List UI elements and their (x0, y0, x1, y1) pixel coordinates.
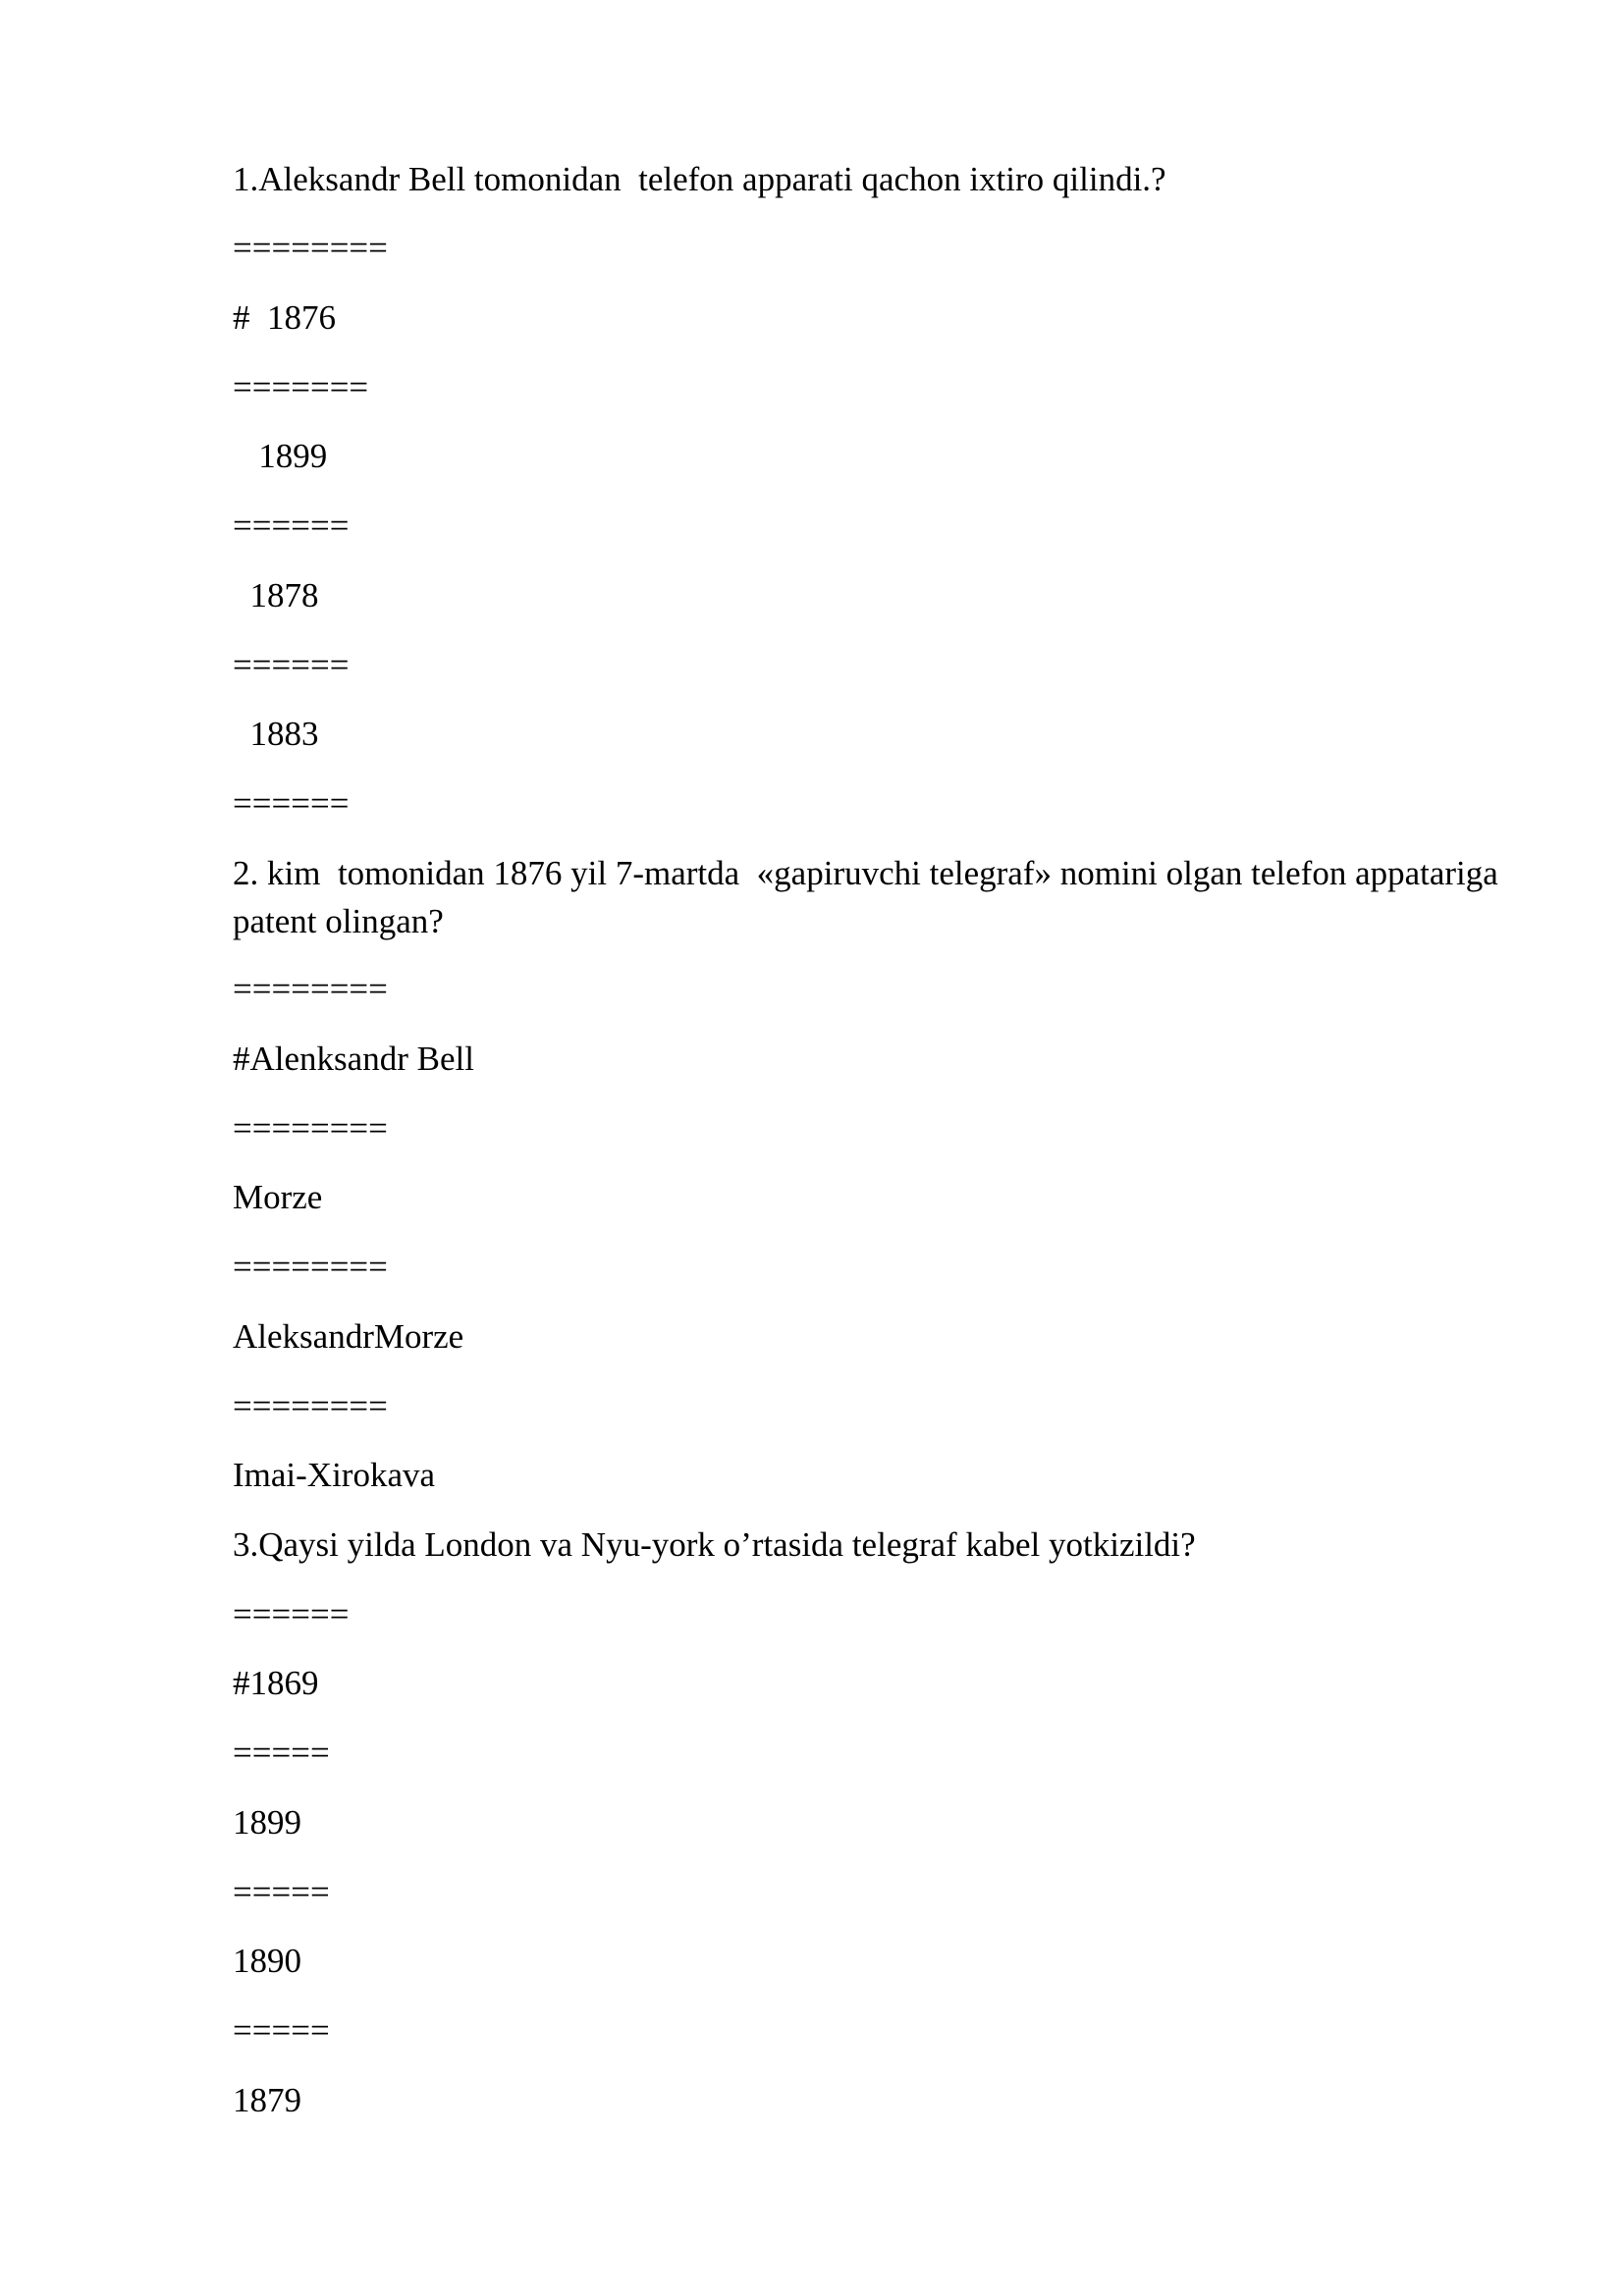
separator: ===== (233, 1873, 330, 1911)
separator: ===== (233, 1734, 330, 1772)
q3-option-4: 1879 (233, 2081, 301, 2119)
q2-option-4: Imai-Xirokava (233, 1456, 436, 1494)
separator: ===== (233, 2011, 330, 2050)
separator: ======== (233, 1109, 388, 1148)
separator: ====== (233, 784, 350, 823)
separator: ======== (233, 229, 388, 267)
q1-option-2: 1899 (233, 437, 328, 475)
separator: ======== (233, 1387, 388, 1425)
q2-correct-answer: #Alenksandr Bell (233, 1040, 474, 1078)
q2-option-3: AleksandrMorze (233, 1317, 464, 1356)
separator: ======== (233, 970, 388, 1008)
question-1: 1.Aleksandr Bell tomonidan telefon apparati qachon ixtiro qilindi.? (233, 160, 1166, 198)
question-3: 3.Qaysi yilda London va Nyu-york o’rtasida telegraf kabel yotkizildi? (233, 1525, 1196, 1564)
q3-option-3: 1890 (233, 1942, 301, 1980)
separator: ======== (233, 1248, 388, 1286)
separator: ====== (233, 1595, 350, 1633)
separator: ======= (233, 368, 369, 406)
q3-correct-answer: #1869 (233, 1664, 319, 1702)
question-2: 2. kim tomonidan 1876 yil 7-martda «gapiruvchi telegraf» nomini olgan telefon appatariga patent olingan? (233, 854, 1507, 940)
q3-option-2: 1899 (233, 1803, 301, 1842)
q2-option-2: Morze (233, 1178, 323, 1216)
separator: ====== (233, 507, 350, 545)
separator: ====== (233, 646, 350, 684)
q1-correct-answer: # 1876 (233, 298, 336, 337)
q1-option-3: 1878 (233, 576, 319, 614)
q1-option-4: 1883 (233, 715, 319, 753)
